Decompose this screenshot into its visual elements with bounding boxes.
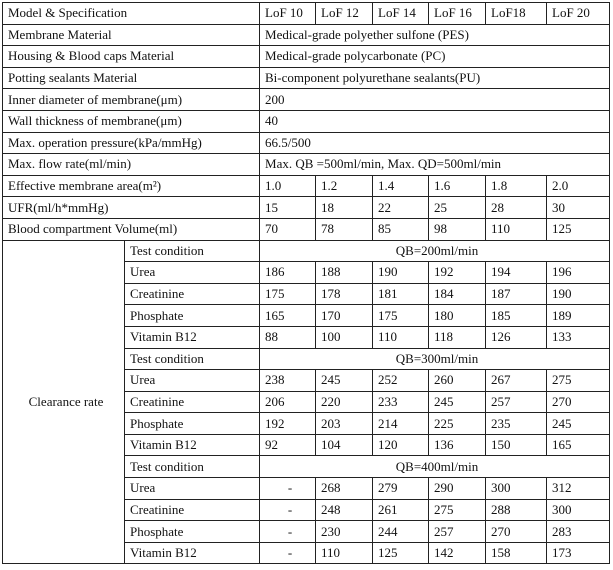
header-row bbox=[3, 3, 610, 25]
clearance-value: 288 bbox=[486, 499, 547, 521]
clearance-value: 230 bbox=[316, 521, 373, 543]
test-condition-label: Test condition bbox=[125, 456, 260, 478]
spec-value: Bi-component polyurethane sealants(PU) bbox=[260, 67, 610, 89]
clearance-value: 118 bbox=[429, 326, 486, 348]
solute-name: Urea bbox=[125, 370, 260, 392]
clearance-value: 188 bbox=[316, 262, 373, 284]
solute-name: Phosphate bbox=[125, 305, 260, 327]
clearance-value: 189 bbox=[547, 305, 610, 327]
clearance-value: 184 bbox=[429, 283, 486, 305]
clearance-value: 245 bbox=[429, 391, 486, 413]
clearance-value: 275 bbox=[547, 370, 610, 392]
clearance-value: 175 bbox=[260, 283, 316, 305]
clearance-value: 190 bbox=[373, 262, 429, 284]
clearance-value: 190 bbox=[547, 283, 610, 305]
clearance-value: 187 bbox=[486, 283, 547, 305]
model-value-cell: 22 bbox=[373, 197, 429, 219]
model-value-cell: 15 bbox=[260, 197, 316, 219]
test-condition-label: Test condition bbox=[125, 348, 260, 370]
row-label: Blood compartment Volume(ml) bbox=[3, 218, 260, 240]
clearance-value: 203 bbox=[316, 413, 373, 435]
clearance-value: - bbox=[260, 542, 316, 564]
clearance-value: 279 bbox=[373, 478, 429, 500]
spec-value: 200 bbox=[260, 89, 610, 111]
clearance-value: 175 bbox=[373, 305, 429, 327]
solute-name: Creatinine bbox=[125, 283, 260, 305]
test-condition-value: QB=300ml/min bbox=[260, 348, 610, 370]
solute-name: Urea bbox=[125, 478, 260, 500]
spec-label: Wall thickness of membrane(μm) bbox=[3, 110, 260, 132]
solute-name: Vitamin B12 bbox=[125, 326, 260, 348]
model-value-cell: 85 bbox=[373, 218, 429, 240]
spec-row bbox=[3, 132, 610, 154]
clearance-value: 165 bbox=[260, 305, 316, 327]
clearance-value: 206 bbox=[260, 391, 316, 413]
spec-row bbox=[3, 24, 610, 46]
clearance-value: 238 bbox=[260, 370, 316, 392]
spec-value: Medical-grade polyether sulfone (PES) bbox=[260, 24, 610, 46]
spec-row bbox=[3, 89, 610, 111]
clearance-value: 196 bbox=[547, 262, 610, 284]
model-header: LoF 16 bbox=[429, 3, 486, 25]
spec-value: 66.5/500 bbox=[260, 132, 610, 154]
model-value-row bbox=[3, 218, 610, 240]
model-header: LoF 10 bbox=[260, 3, 316, 25]
clearance-value: 248 bbox=[316, 499, 373, 521]
spec-row bbox=[3, 110, 610, 132]
clearance-value: 270 bbox=[486, 521, 547, 543]
clearance-value: 192 bbox=[260, 413, 316, 435]
clearance-value: 267 bbox=[486, 370, 547, 392]
clearance-value: - bbox=[260, 499, 316, 521]
clearance-value: 150 bbox=[486, 434, 547, 456]
model-value-cell: 98 bbox=[429, 218, 486, 240]
model-header: LoF 20 bbox=[547, 3, 610, 25]
model-value-row bbox=[3, 197, 610, 219]
clearance-value: 92 bbox=[260, 434, 316, 456]
solute-name: Vitamin B12 bbox=[125, 434, 260, 456]
clearance-value: 180 bbox=[429, 305, 486, 327]
model-value-cell: 1.2 bbox=[316, 175, 373, 197]
spec-label: Membrane Material bbox=[3, 24, 260, 46]
model-value-cell: 30 bbox=[547, 197, 610, 219]
solute-name: Phosphate bbox=[125, 413, 260, 435]
clearance-value: 268 bbox=[316, 478, 373, 500]
model-value-cell: 1.4 bbox=[373, 175, 429, 197]
row-label: UFR(ml/h*mmHg) bbox=[3, 197, 260, 219]
clearance-value: 126 bbox=[486, 326, 547, 348]
model-value-cell: 1.6 bbox=[429, 175, 486, 197]
spec-label: Inner diameter of membrane(μm) bbox=[3, 89, 260, 111]
spec-value: Max. QB =500ml/min, Max. QD=500ml/min bbox=[260, 154, 610, 176]
clearance-value: 185 bbox=[486, 305, 547, 327]
clearance-value: 300 bbox=[486, 478, 547, 500]
model-value-cell: 70 bbox=[260, 218, 316, 240]
clearance-value: 133 bbox=[547, 326, 610, 348]
clearance-value: 225 bbox=[429, 413, 486, 435]
model-value-cell: 2.0 bbox=[547, 175, 610, 197]
clearance-value: 158 bbox=[486, 542, 547, 564]
solute-name: Creatinine bbox=[125, 391, 260, 413]
model-value-cell: 25 bbox=[429, 197, 486, 219]
solute-name: Creatinine bbox=[125, 499, 260, 521]
clearance-value: - bbox=[260, 478, 316, 500]
clearance-value: 110 bbox=[373, 326, 429, 348]
clearance-value: 181 bbox=[373, 283, 429, 305]
model-header: LoF 12 bbox=[316, 3, 373, 25]
clearance-rate-label: Clearance rate bbox=[3, 240, 125, 564]
clearance-value: - bbox=[260, 521, 316, 543]
clearance-value: 192 bbox=[429, 262, 486, 284]
clearance-value: 235 bbox=[486, 413, 547, 435]
header-label: Model & Specification bbox=[3, 3, 260, 25]
clearance-value: 100 bbox=[316, 326, 373, 348]
spec-label: Potting sealants Material bbox=[3, 67, 260, 89]
model-value-cell: 28 bbox=[486, 197, 547, 219]
clearance-value: 104 bbox=[316, 434, 373, 456]
test-condition-label: Test condition bbox=[125, 240, 260, 262]
spec-row bbox=[3, 67, 610, 89]
test-condition-value: QB=200ml/min bbox=[260, 240, 610, 262]
clearance-value: 257 bbox=[429, 521, 486, 543]
clearance-value: 170 bbox=[316, 305, 373, 327]
clearance-value: 220 bbox=[316, 391, 373, 413]
model-value-cell: 78 bbox=[316, 218, 373, 240]
model-value-cell: 110 bbox=[486, 218, 547, 240]
spec-value: 40 bbox=[260, 110, 610, 132]
clearance-value: 142 bbox=[429, 542, 486, 564]
spec-label: Housing & Blood caps Material bbox=[3, 46, 260, 68]
clearance-value: 244 bbox=[373, 521, 429, 543]
model-value-cell: 18 bbox=[316, 197, 373, 219]
clearance-value: 233 bbox=[373, 391, 429, 413]
solute-name: Phosphate bbox=[125, 521, 260, 543]
solute-name: Urea bbox=[125, 262, 260, 284]
clearance-value: 110 bbox=[316, 542, 373, 564]
row-label: Effective membrane area(m²) bbox=[3, 175, 260, 197]
model-value-cell: 1.8 bbox=[486, 175, 547, 197]
clearance-value: 261 bbox=[373, 499, 429, 521]
clearance-value: 165 bbox=[547, 434, 610, 456]
model-value-cell: 125 bbox=[547, 218, 610, 240]
spec-label: Max. flow rate(ml/min) bbox=[3, 154, 260, 176]
spec-label: Max. operation pressure(kPa/mmHg) bbox=[3, 132, 260, 154]
model-header: LoF 14 bbox=[373, 3, 429, 25]
clearance-value: 136 bbox=[429, 434, 486, 456]
test-condition-row bbox=[3, 240, 610, 262]
clearance-value: 252 bbox=[373, 370, 429, 392]
clearance-value: 178 bbox=[316, 283, 373, 305]
clearance-value: 290 bbox=[429, 478, 486, 500]
spec-value: Medical-grade polycarbonate (PC) bbox=[260, 46, 610, 68]
test-condition-value: QB=400ml/min bbox=[260, 456, 610, 478]
clearance-value: 275 bbox=[429, 499, 486, 521]
clearance-value: 270 bbox=[547, 391, 610, 413]
clearance-value: 194 bbox=[486, 262, 547, 284]
model-header: LoF18 bbox=[486, 3, 547, 25]
clearance-value: 173 bbox=[547, 542, 610, 564]
clearance-value: 283 bbox=[547, 521, 610, 543]
model-value-row bbox=[3, 175, 610, 197]
clearance-value: 245 bbox=[316, 370, 373, 392]
clearance-value: 312 bbox=[547, 478, 610, 500]
clearance-value: 257 bbox=[486, 391, 547, 413]
clearance-value: 88 bbox=[260, 326, 316, 348]
specification-table bbox=[2, 2, 610, 564]
clearance-value: 125 bbox=[373, 542, 429, 564]
clearance-value: 245 bbox=[547, 413, 610, 435]
clearance-value: 260 bbox=[429, 370, 486, 392]
clearance-value: 300 bbox=[547, 499, 610, 521]
clearance-value: 214 bbox=[373, 413, 429, 435]
clearance-value: 186 bbox=[260, 262, 316, 284]
clearance-value: 120 bbox=[373, 434, 429, 456]
solute-name: Vitamin B12 bbox=[125, 542, 260, 564]
spec-row bbox=[3, 46, 610, 68]
spec-row bbox=[3, 154, 610, 176]
model-value-cell: 1.0 bbox=[260, 175, 316, 197]
